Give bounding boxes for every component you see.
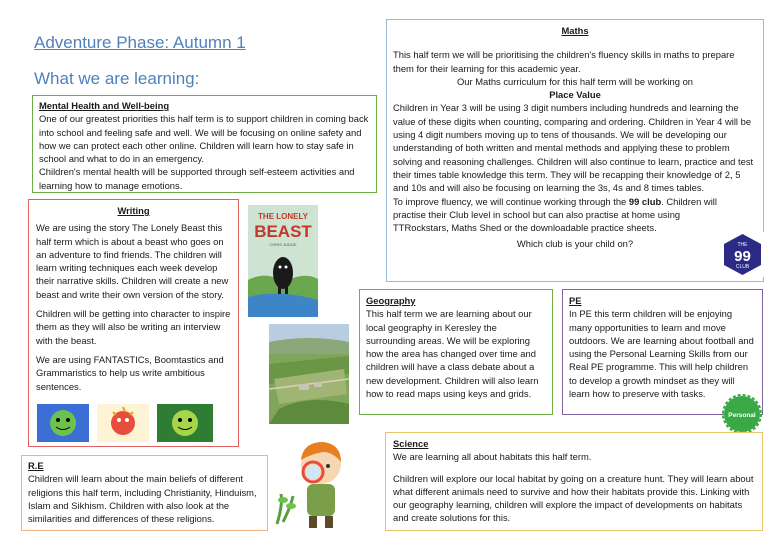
pe-text: In PE this term children will be enjoying many opportunities to learn and move outdoors. We are learning about football and using the Personal Learning Skills from our Real PE programme. This will help children to develop a growth mindset as they will learn how to preserve with tasks.	[569, 308, 754, 400]
science-paragraph-1: We are learning all about habitats this half term.	[393, 451, 592, 463]
page-title: Adventure Phase: Autumn 1	[34, 33, 246, 52]
ninety-nine-club-badge	[721, 232, 764, 277]
re-heading: R.E	[28, 460, 44, 471]
writing-paragraph-1: We are using the story The Lonely Beast this half term which is about a beast who goes on an adventure to find friends. The children will learn writing techniques each week develop their narrative skills. Children will create a new beast and write their own version of the story.	[36, 222, 229, 300]
re-text: Children will learn about the main beliefs of different religions this half term, including Christianity, Hinduism, Islam and Sikhism. Children with also look at the similarities and differences of these religions.	[28, 473, 257, 525]
svg-text:THE LONELY: THE LONELY	[258, 212, 308, 221]
maths-paragraph-2: Our Maths curriculum for this half term will be working on	[456, 75, 693, 87]
svg-text:CHRIS JUDGE: CHRIS JUDGE	[269, 242, 297, 247]
lonely-beast-book-cover	[248, 205, 318, 317]
maths-paragraph-4: Children in Year 3 will be using 3 digit numbers including hundreds and learning the value of these digits when counting, comparing and ordering. Children in Year 4 will be using 4 digit numbers moving up to tens of thousands. We will be developing our understanding of both written and mental methods and applying these to problem solving and reasoning challenges. Children will also continue to learn, practice and test their times table knowledge this term. They will be recapping their knowledge of 2, 5 and 10s and will also be focusing on learning the 3s, 4s and 8 times tables.	[393, 102, 754, 194]
svg-text:99: 99	[734, 248, 751, 265]
geography-text: This half term we are learning about our local geography in Keresley the surrounding areas. We will be exploring how the area has changed over time and children will have a class debate about a new development. Children will also learn how to read maps using keys and grids.	[366, 308, 539, 400]
page-subtitle: What we are learning:	[34, 69, 200, 88]
geography-panel	[359, 289, 553, 415]
maths-paragraph-5	[393, 195, 757, 235]
maths-fluency-text: To improve fluency, we will continue working through the	[393, 195, 629, 207]
maths-heading: Maths	[561, 25, 589, 36]
geography-heading: Geography	[366, 295, 416, 306]
svg-text:BEAST: BEAST	[254, 222, 312, 241]
re-panel	[21, 455, 268, 531]
ninety-nine-club-text: 99 club	[628, 195, 662, 207]
writing-paragraph-2: Children will be getting into character to inspire them as they will also be writing an interview with the beast.	[36, 308, 231, 346]
maths-place-value: Place Value	[549, 89, 601, 101]
maths-paragraph-1: This half term we will be prioritising the children's fluency skills in maths to prepare them for their learning for this academic year.	[393, 49, 735, 74]
grammar-characters-image	[37, 404, 213, 442]
svg-text:CLUB: CLUB	[735, 264, 750, 270]
mental-health-panel	[32, 95, 377, 193]
aerial-landscape-image	[269, 324, 349, 424]
svg-text:THE: THE	[737, 242, 748, 248]
mental-health-text-2: Children's mental health will be supported through self-esteem activities and learning how to manage emotions.	[39, 166, 355, 191]
maths-panel	[386, 19, 764, 282]
science-heading: Science	[393, 438, 429, 449]
science-panel	[385, 432, 763, 531]
writing-paragraph-3: We are using FANTASTICs, Boomtastics and Grammaristics to help us write ambitious sentences.	[36, 353, 224, 392]
pe-heading: PE	[569, 295, 582, 306]
maths-practice-text: . Children will practise their Club level in school but can also practise at home using TTRockstars, Maths Shed or the downloadable practice sheets.	[393, 195, 717, 234]
science-paragraph-2: Children will explore our local habitat by going on a creature hunt. They will learn about what different animals need to survive and how their habitats provide this. Linking with our geography learning, children will explore the impact of developments on habitats and create solutions for this.	[393, 472, 754, 524]
mental-health-text: One of our greatest priorities this half term is to support children in coming back into school and feeling safe and well. We will be focusing on online safety and how we can protect each other online. Children will learn how to stay safe in school and what to do in an emergency.	[39, 113, 369, 165]
explorer-child-image	[273, 434, 357, 532]
writing-heading: Writing	[117, 205, 150, 216]
maths-question: Which club is your child on?	[516, 238, 634, 250]
svg-text:Personal: Personal	[728, 412, 756, 419]
mental-health-heading: Mental Health and Well-being	[39, 100, 170, 111]
personal-badge	[722, 394, 762, 434]
writing-panel	[28, 199, 239, 447]
